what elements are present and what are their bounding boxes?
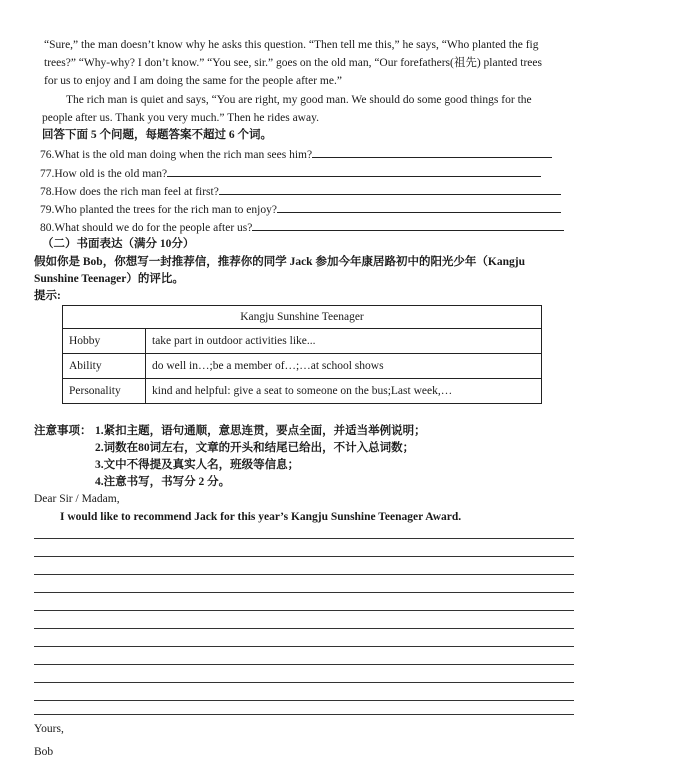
writing-line[interactable] — [34, 538, 574, 539]
passage-line: The rich man is quiet and says, “You are right, my good man. We should do some good things for the — [66, 94, 532, 106]
writing-line[interactable] — [34, 610, 574, 611]
note-item: 3.文中不得提及真实人名，班级等信息； — [95, 459, 300, 471]
row-value: do well in…;be a member of…;…at school shows — [146, 354, 542, 379]
passage-line: trees?” “Why-why? I don’t know.” “You see, sir.” goes on the old man, “Our forefathers(祖先) planted trees — [44, 57, 542, 69]
letter-opening: I would like to recommend Jack for this year’s Kangju Sunshine Teenager Award. — [60, 511, 462, 523]
answer-blank-76[interactable] — [312, 146, 552, 158]
letter-closing: Yours, — [34, 723, 64, 735]
writing-line[interactable] — [34, 556, 574, 557]
row-label: Ability — [63, 354, 146, 379]
note-item: 1.紧扣主题，语句通顺，意思连贯，要点全面，并适当举例说明； — [95, 425, 426, 437]
question-76: 76.What is the old man doing when the rich man sees him? — [40, 146, 552, 162]
writing-line[interactable] — [34, 628, 574, 629]
table-row — [63, 379, 542, 404]
writing-line[interactable] — [34, 664, 574, 665]
writing-line[interactable] — [34, 646, 574, 647]
question-79: 79.Who planted the trees for the rich man to enjoy? — [40, 201, 561, 217]
writing-prompt: Sunshine Teenager）的评比。 — [34, 273, 184, 285]
question-78: 78.How does the rich man feel at first? — [40, 183, 561, 199]
passage-line: people after us. Thank you very much.” Then he rides away. — [42, 112, 319, 124]
table-row — [63, 329, 542, 354]
passage-line: for us to enjoy and I am doing the same for the people after me.” — [44, 75, 342, 87]
writing-line[interactable] — [34, 700, 574, 701]
table-title: Kangju Sunshine Teenager — [63, 306, 542, 329]
answer-blank-80[interactable] — [252, 219, 564, 231]
writing-line[interactable] — [34, 574, 574, 575]
row-label: Personality — [63, 379, 146, 404]
question-instructions: 回答下面 5 个问题，每题答案不超过 6 个词。 — [42, 129, 272, 141]
writing-line[interactable] — [34, 592, 574, 593]
writing-prompt: 假如你是 Bob，你想写一封推荐信，推荐你的同学 Jack 参加今年康居路初中的阳光少年（Kangju — [34, 256, 526, 268]
question-77: 77.How old is the old man? — [40, 165, 541, 181]
passage-line: “Sure,” the man doesn’t know why he asks this question. “Then tell me this,” he says, “Who planted the fig — [44, 39, 539, 51]
note-item: 2.词数在80词左右，文章的开头和结尾已给出，不计入总词数； — [95, 442, 415, 454]
answer-blank-77[interactable] — [167, 165, 541, 177]
table-row — [63, 354, 542, 379]
row-value: kind and helpful: give a seat to someone on the bus;Last week,… — [146, 379, 542, 404]
question-80: 80.What should we do for the people after us? — [40, 219, 564, 235]
note-item: 4.注意书写，书写分 2 分。 — [95, 476, 231, 488]
row-label: Hobby — [63, 329, 146, 354]
answer-blank-78[interactable] — [219, 183, 561, 195]
notes-label: 注意事项： — [34, 425, 92, 437]
letter-signature: Bob — [34, 746, 54, 758]
salutation: Dear Sir / Madam, — [34, 493, 120, 505]
section-title: （二）书面表达（满分 10分） — [42, 238, 195, 250]
answer-blank-79[interactable] — [277, 201, 561, 213]
hint-table — [62, 305, 542, 404]
writing-line[interactable] — [34, 714, 574, 715]
hint-label: 提示: — [34, 290, 61, 302]
row-value: take part in outdoor activities like... — [146, 329, 542, 354]
writing-line[interactable] — [34, 682, 574, 683]
